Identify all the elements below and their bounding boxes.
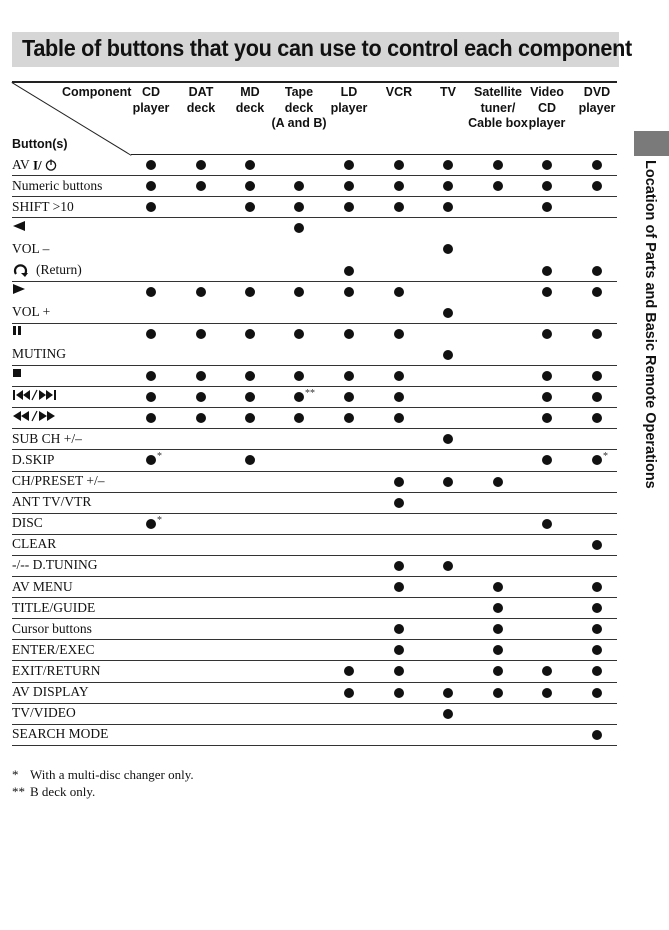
availability-dot-vcd bbox=[542, 329, 552, 339]
row-divider bbox=[12, 724, 617, 725]
row-divider bbox=[12, 618, 617, 619]
availability-dot-cd bbox=[146, 392, 156, 402]
availability-dot-sat bbox=[493, 624, 503, 634]
availability-dot-sat bbox=[493, 477, 503, 487]
footnote-text: B deck only. bbox=[30, 784, 96, 799]
availability-dot-dvd bbox=[592, 413, 602, 423]
availability-dot-tv bbox=[443, 244, 453, 254]
availability-dot-dvd bbox=[592, 624, 602, 634]
availability-dot-sat bbox=[493, 603, 503, 613]
row-divider bbox=[12, 175, 617, 176]
availability-dot-tv bbox=[443, 181, 453, 191]
availability-dot-cd bbox=[146, 455, 156, 465]
availability-dot-dat bbox=[196, 287, 206, 297]
buttons-header-label: Button(s) bbox=[12, 137, 68, 151]
row-label bbox=[12, 199, 74, 215]
availability-dot-dvd bbox=[592, 160, 602, 170]
availability-dot-cd bbox=[146, 160, 156, 170]
availability-dot-md bbox=[245, 329, 255, 339]
power-icon bbox=[33, 158, 59, 172]
availability-dot-dvd bbox=[592, 455, 602, 465]
availability-dot-ld bbox=[344, 413, 354, 423]
row-label bbox=[12, 178, 102, 194]
title-bar bbox=[12, 32, 632, 67]
column-header-line: DVD bbox=[583, 85, 611, 99]
footnote-mark: ** bbox=[12, 784, 25, 799]
row-label bbox=[12, 241, 49, 257]
column-header-line: CD bbox=[537, 100, 557, 115]
availability-dot-vcd bbox=[542, 266, 552, 276]
row-divider bbox=[12, 196, 617, 197]
row-label bbox=[12, 642, 95, 658]
availability-dot-md bbox=[245, 455, 255, 465]
row-label-text: AV DISPLAY bbox=[12, 684, 89, 699]
column-header-line: (A and B) bbox=[271, 116, 327, 130]
row-divider bbox=[12, 323, 617, 324]
page-title: Table of buttons that you can use to control each component bbox=[22, 35, 632, 61]
availability-dot-vcd bbox=[542, 287, 552, 297]
availability-dot-vcd bbox=[542, 688, 552, 698]
availability-dot-vcr bbox=[394, 202, 404, 212]
component-header-label: Component bbox=[62, 85, 132, 99]
row-label-text: (Return) bbox=[36, 262, 82, 277]
section-side-label: Location of Parts and Basic Remote Operations bbox=[642, 160, 658, 489]
row-divider bbox=[12, 217, 617, 218]
availability-dot-cd bbox=[146, 202, 156, 212]
row-label bbox=[12, 726, 108, 742]
availability-dot-cd bbox=[146, 371, 156, 381]
row-divider bbox=[12, 639, 617, 640]
row-label-text: TV/VIDEO bbox=[12, 705, 76, 721]
availability-dot-sat bbox=[493, 181, 503, 191]
column-header-line: Tape bbox=[284, 85, 314, 99]
row-label-text: -/-- D.TUNING bbox=[12, 557, 98, 573]
availability-dot-tape bbox=[294, 329, 304, 339]
row-label bbox=[12, 684, 89, 700]
row-label-text: EXIT/RETURN bbox=[12, 662, 101, 678]
row-divider bbox=[12, 555, 617, 556]
availability-dot-md bbox=[245, 392, 255, 402]
column-header-line: player bbox=[132, 100, 170, 115]
column-header-line: deck bbox=[235, 100, 265, 115]
availability-dot-tape bbox=[294, 392, 304, 402]
row-label-text: Numeric buttons bbox=[12, 177, 103, 193]
availability-dot-cd bbox=[146, 413, 156, 423]
availability-dot-dvd bbox=[592, 266, 602, 276]
availability-dot-ld bbox=[344, 666, 354, 676]
row-label bbox=[12, 536, 56, 552]
row-label bbox=[12, 452, 54, 468]
row-label-text: ENTER/EXEC bbox=[12, 641, 95, 657]
availability-dot-tv bbox=[443, 688, 453, 698]
availability-dot-vcr bbox=[394, 477, 404, 487]
availability-dot-vcr bbox=[394, 666, 404, 676]
availability-dot-md bbox=[245, 160, 255, 170]
column-header-line: Cable box bbox=[468, 116, 528, 130]
availability-dot-dvd bbox=[592, 688, 602, 698]
column-header-line: Video bbox=[530, 85, 564, 99]
availability-dot-tv bbox=[443, 350, 453, 360]
header-bottom-rule bbox=[131, 154, 617, 155]
availability-dot-vcd bbox=[542, 413, 552, 423]
availability-dot-cd bbox=[146, 181, 156, 191]
row-divider bbox=[12, 660, 617, 661]
column-header-line: player bbox=[330, 100, 368, 115]
availability-dot-ld bbox=[344, 688, 354, 698]
availability-dot-md bbox=[245, 287, 255, 297]
row-label-text: CH/PRESET +/– bbox=[12, 473, 105, 488]
availability-dot-dat bbox=[196, 413, 206, 423]
row-label bbox=[12, 557, 97, 573]
availability-dot-md bbox=[245, 413, 255, 423]
footnote bbox=[12, 784, 95, 800]
availability-dot-sat bbox=[493, 582, 503, 592]
availability-dot-dat bbox=[196, 371, 206, 381]
row-label-text: AV bbox=[12, 156, 30, 172]
availability-dot-tv bbox=[443, 709, 453, 719]
column-header-line: player bbox=[528, 116, 566, 130]
row-divider bbox=[12, 449, 617, 450]
availability-dot-vcd bbox=[542, 666, 552, 676]
return-icon bbox=[12, 264, 32, 277]
availability-dot-vcr bbox=[394, 645, 404, 655]
availability-dot-vcr bbox=[394, 181, 404, 191]
row-label-text: SEARCH MODE bbox=[12, 726, 109, 742]
row-divider bbox=[12, 471, 617, 472]
row-label bbox=[12, 220, 26, 232]
availability-dot-vcd bbox=[542, 455, 552, 465]
availability-dot-md bbox=[245, 181, 255, 191]
row-divider bbox=[12, 492, 617, 493]
svg-text:I/: I/ bbox=[32, 157, 42, 172]
availability-dot-dvd bbox=[592, 540, 602, 550]
row-label-text: TITLE/GUIDE bbox=[12, 599, 96, 615]
availability-dot-vcr bbox=[394, 371, 404, 381]
stop-icon bbox=[12, 368, 22, 378]
availability-dot-tape bbox=[294, 202, 304, 212]
section-tab-marker bbox=[634, 131, 669, 156]
row-label bbox=[12, 515, 43, 531]
column-header-line: TV bbox=[440, 85, 456, 99]
footnote bbox=[12, 767, 194, 783]
availability-dot-dvd bbox=[592, 181, 602, 191]
availability-dot-tape bbox=[294, 223, 304, 233]
availability-dot-dat bbox=[196, 181, 206, 191]
availability-dot-vcd bbox=[542, 392, 552, 402]
availability-dot-vcr bbox=[394, 582, 404, 592]
row-label-text: SUB CH +/– bbox=[12, 430, 82, 446]
row-label bbox=[12, 389, 58, 401]
availability-dot-dat bbox=[196, 160, 206, 170]
row-divider bbox=[12, 576, 617, 577]
availability-dot-md bbox=[245, 371, 255, 381]
availability-dot-dat bbox=[196, 329, 206, 339]
column-header-line: DAT bbox=[188, 85, 214, 99]
row-label bbox=[12, 705, 76, 721]
row-divider bbox=[12, 407, 617, 408]
row-label bbox=[12, 283, 26, 295]
table-top-rule bbox=[12, 81, 617, 83]
availability-dot-vcd bbox=[542, 519, 552, 529]
availability-dot-vcr bbox=[394, 392, 404, 402]
row-label-text: DISC bbox=[12, 515, 43, 531]
row-divider bbox=[12, 703, 617, 704]
availability-dot-sat bbox=[493, 160, 503, 170]
availability-dot-tape bbox=[294, 287, 304, 297]
rewind-forward-icon bbox=[12, 410, 56, 422]
column-header-line: deck bbox=[186, 100, 216, 115]
note-mark: * bbox=[157, 514, 162, 526]
row-label bbox=[12, 304, 50, 320]
availability-dot-vcr bbox=[394, 160, 404, 170]
row-divider bbox=[12, 281, 617, 282]
row-label-text: SHIFT >10 bbox=[12, 198, 74, 214]
row-divider bbox=[12, 386, 617, 387]
row-label bbox=[12, 325, 22, 336]
availability-dot-dvd bbox=[592, 645, 602, 655]
column-header-line: Satellite bbox=[474, 85, 522, 99]
row-label bbox=[12, 663, 101, 679]
row-label bbox=[12, 473, 105, 489]
column-header-line: deck bbox=[284, 100, 314, 115]
availability-dot-ld bbox=[344, 392, 354, 402]
availability-dot-md bbox=[245, 202, 255, 212]
row-label-text: AV MENU bbox=[12, 578, 73, 594]
availability-dot-ld bbox=[344, 181, 354, 191]
availability-dot-tv bbox=[443, 202, 453, 212]
row-label bbox=[12, 368, 22, 378]
row-divider bbox=[12, 513, 617, 514]
availability-dot-dvd bbox=[592, 582, 602, 592]
column-header-line: VCR bbox=[385, 85, 413, 99]
row-label bbox=[12, 600, 95, 616]
row-divider bbox=[12, 365, 617, 366]
row-divider bbox=[12, 745, 617, 746]
row-label bbox=[12, 262, 82, 278]
row-label-text: VOL + bbox=[12, 304, 51, 320]
column-header-line: player bbox=[578, 100, 616, 115]
row-label bbox=[12, 621, 92, 637]
availability-dot-tv bbox=[443, 477, 453, 487]
availability-dot-cd bbox=[146, 329, 156, 339]
availability-dot-vcr bbox=[394, 688, 404, 698]
availability-dot-cd bbox=[146, 519, 156, 529]
availability-dot-dvd bbox=[592, 371, 602, 381]
row-label bbox=[12, 431, 82, 447]
availability-dot-vcr bbox=[394, 624, 404, 634]
note-mark: ** bbox=[305, 388, 315, 400]
availability-dot-vcd bbox=[542, 371, 552, 381]
row-divider bbox=[12, 597, 617, 598]
row-divider bbox=[12, 682, 617, 683]
skip-icon bbox=[12, 389, 58, 401]
availability-dot-vcr bbox=[394, 287, 404, 297]
availability-dot-tv bbox=[443, 160, 453, 170]
column-header-dvd bbox=[567, 85, 627, 116]
availability-dot-tape bbox=[294, 371, 304, 381]
availability-dot-dat bbox=[196, 392, 206, 402]
availability-dot-tv bbox=[443, 308, 453, 318]
note-mark: * bbox=[603, 451, 608, 463]
column-header-line: LD bbox=[340, 85, 358, 99]
availability-dot-vcd bbox=[542, 181, 552, 191]
availability-dot-dvd bbox=[592, 730, 602, 740]
row-label-text: CLEAR bbox=[12, 536, 57, 552]
availability-dot-vcd bbox=[542, 160, 552, 170]
availability-dot-dvd bbox=[592, 329, 602, 339]
row-label-text: MUTING bbox=[12, 346, 66, 362]
row-label bbox=[12, 346, 66, 362]
availability-dot-dvd bbox=[592, 603, 602, 613]
row-label bbox=[12, 410, 56, 422]
row-label-text: ANT TV/VTR bbox=[12, 494, 92, 510]
availability-dot-vcr bbox=[394, 498, 404, 508]
availability-dot-ld bbox=[344, 202, 354, 212]
availability-dot-vcr bbox=[394, 561, 404, 571]
row-label-text: D.SKIP bbox=[12, 451, 55, 467]
note-mark: * bbox=[157, 451, 162, 463]
row-label bbox=[12, 494, 91, 510]
column-header-line: MD bbox=[240, 85, 260, 99]
play-icon bbox=[12, 283, 26, 295]
row-label bbox=[12, 157, 59, 173]
pause-icon bbox=[12, 325, 22, 336]
availability-dot-vcr bbox=[394, 413, 404, 423]
availability-dot-dvd bbox=[592, 666, 602, 676]
availability-dot-sat bbox=[493, 666, 503, 676]
play-reverse-icon bbox=[12, 220, 26, 232]
availability-dot-ld bbox=[344, 160, 354, 170]
availability-dot-sat bbox=[493, 688, 503, 698]
availability-dot-vcr bbox=[394, 329, 404, 339]
availability-dot-tape bbox=[294, 181, 304, 191]
availability-dot-tape bbox=[294, 413, 304, 423]
availability-dot-dvd bbox=[592, 287, 602, 297]
availability-dot-ld bbox=[344, 266, 354, 276]
row-label-text: VOL – bbox=[12, 240, 50, 256]
row-label-text: Cursor buttons bbox=[12, 620, 92, 636]
column-header-line: tuner/ bbox=[480, 100, 516, 115]
footnote-mark: * bbox=[12, 767, 19, 782]
availability-dot-ld bbox=[344, 329, 354, 339]
column-header-line: CD bbox=[141, 85, 161, 99]
row-divider bbox=[12, 534, 617, 535]
row-divider bbox=[12, 428, 617, 429]
availability-dot-tv bbox=[443, 561, 453, 571]
availability-dot-ld bbox=[344, 371, 354, 381]
availability-dot-cd bbox=[146, 287, 156, 297]
availability-dot-dvd bbox=[592, 392, 602, 402]
availability-dot-tv bbox=[443, 434, 453, 444]
availability-dot-vcd bbox=[542, 202, 552, 212]
availability-dot-sat bbox=[493, 645, 503, 655]
row-label bbox=[12, 579, 73, 595]
availability-dot-ld bbox=[344, 287, 354, 297]
footnote-text: With a multi-disc changer only. bbox=[30, 767, 194, 782]
